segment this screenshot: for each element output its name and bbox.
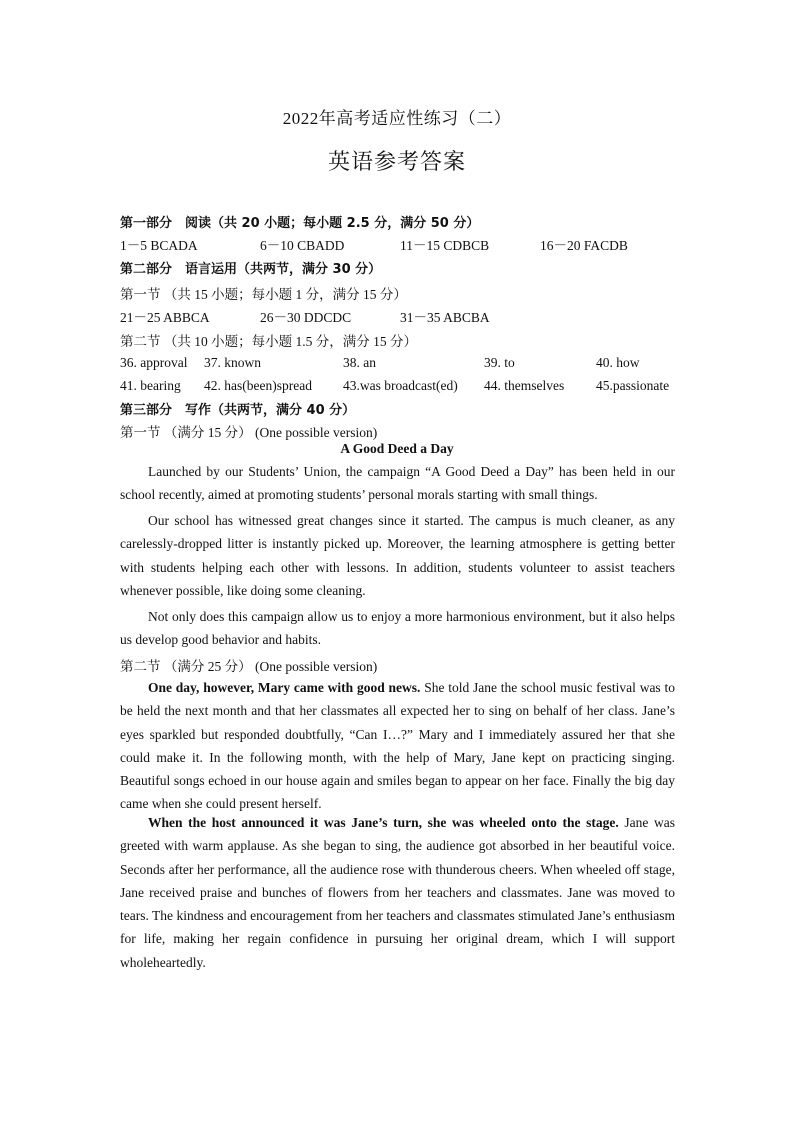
exam-title: 2022年高考适应性练习（二） xyxy=(282,109,512,128)
part3-section1-label: 第一节 （满分 15 分） (One possible version) xyxy=(120,425,378,440)
blank-answer: 43.was broadcast(ed) xyxy=(343,378,458,393)
blank-answer: 41. bearing xyxy=(120,378,181,393)
blank-answer: 36. approval xyxy=(120,355,188,370)
essay-paragraph: Launched by our Students’ Union, the campaign “A Good Deed a Day” has been held in our school recently, aimed at promoting students’ personal morals starting with small things. xyxy=(120,464,675,503)
blank-answer: 39. to xyxy=(484,355,515,370)
part2-section1-answer: 21－25 ABBCA xyxy=(120,310,210,325)
blank-answer: 40. how xyxy=(596,355,640,370)
blank-answer: 37. known xyxy=(204,355,261,370)
essay-title: A Good Deed a Day xyxy=(340,441,454,456)
paragraph-body: Jane was greeted with warm applause. As she began to sing, the audience got absorbed in her beautiful voice. Seconds after her performance, all the audience rose with thunderous cheers. When wheeled off stage, Jane received praise and bunches of flowers from her teachers and classmates. Jane was moved to tears. The kindness and encouragement from her teachers and classmates stimulated Jane’s enthusiasm for life, making her regain confidence in pursuing her original dream, which I will support wholeheartedly. xyxy=(120,815,675,970)
page-title: 英语参考答案 xyxy=(327,150,466,175)
part1-heading: 第一部分 阅读（共 20 小题；每小题 2.5 分，满分 50 分） xyxy=(120,216,480,231)
essay-paragraph: Not only does this campaign allow us to enjoy a more harmonious environment, but it also helps us develop good behavior and habits. xyxy=(120,609,675,648)
continuation-paragraph xyxy=(120,811,675,974)
part1-answer: 1－5 BCADA xyxy=(120,238,198,253)
paragraph-lead: One day, however, Mary came with good news. xyxy=(148,680,421,695)
blank-answer: 38. an xyxy=(343,355,376,370)
part3-heading: 第三部分 写作（共两节，满分 40 分） xyxy=(120,403,356,418)
part1-answer: 6－10 CBADD xyxy=(260,238,345,253)
part2-section1-answer: 26－30 DDCDC xyxy=(260,310,352,325)
essay-paragraph: Our school has witnessed great changes since it started. The campus is much cleaner, as any carelessly-dropped litter is instantly picked up. Moreover, the learning atmosphere is getting better with students helping each other with lessons. In addition, students volunteer to assist teachers whenever possible, like doing some cleaning. xyxy=(120,513,675,598)
part3-section2-label: 第二节 （满分 25 分） (One possible version) xyxy=(120,659,378,674)
blank-answer: 42. has(been)spread xyxy=(204,378,312,393)
blank-answer: 45.passionate xyxy=(596,378,670,393)
part1-answer: 16－20 FACDB xyxy=(540,238,628,253)
part2-section1-answer: 31－35 ABCBA xyxy=(400,310,490,325)
part2-heading: 第二部分 语言运用（共两节，满分 30 分） xyxy=(120,262,382,277)
part2-section1-label: 第一节 （共 15 小题；每小题 1 分，满分 15 分） xyxy=(120,287,407,302)
part1-answer: 11－15 CDBCB xyxy=(400,238,490,253)
paragraph-body: She told Jane the school music festival was to be held the next month and that her classmates all expected her to sing on behalf of her class. Jane’s eyes sparkled but responded doubtfully, “Can I…?” Mary and I immediately assured her that she could make it. In the following month, with the help of Mary, Jane kept on practicing singing. Beautiful songs echoed in our house again and smiles began to appear on her face. Finally the big day came when she could present herself. xyxy=(120,680,675,812)
paragraph-lead: When the host announced it was Jane’s turn, she was wheeled onto the stage. xyxy=(148,815,619,830)
part2-section2-label: 第二节 （共 10 小题；每小题 1.5 分，满分 15 分） xyxy=(120,334,417,349)
continuation-paragraph xyxy=(120,676,675,816)
blank-answer: 44. themselves xyxy=(484,378,565,393)
